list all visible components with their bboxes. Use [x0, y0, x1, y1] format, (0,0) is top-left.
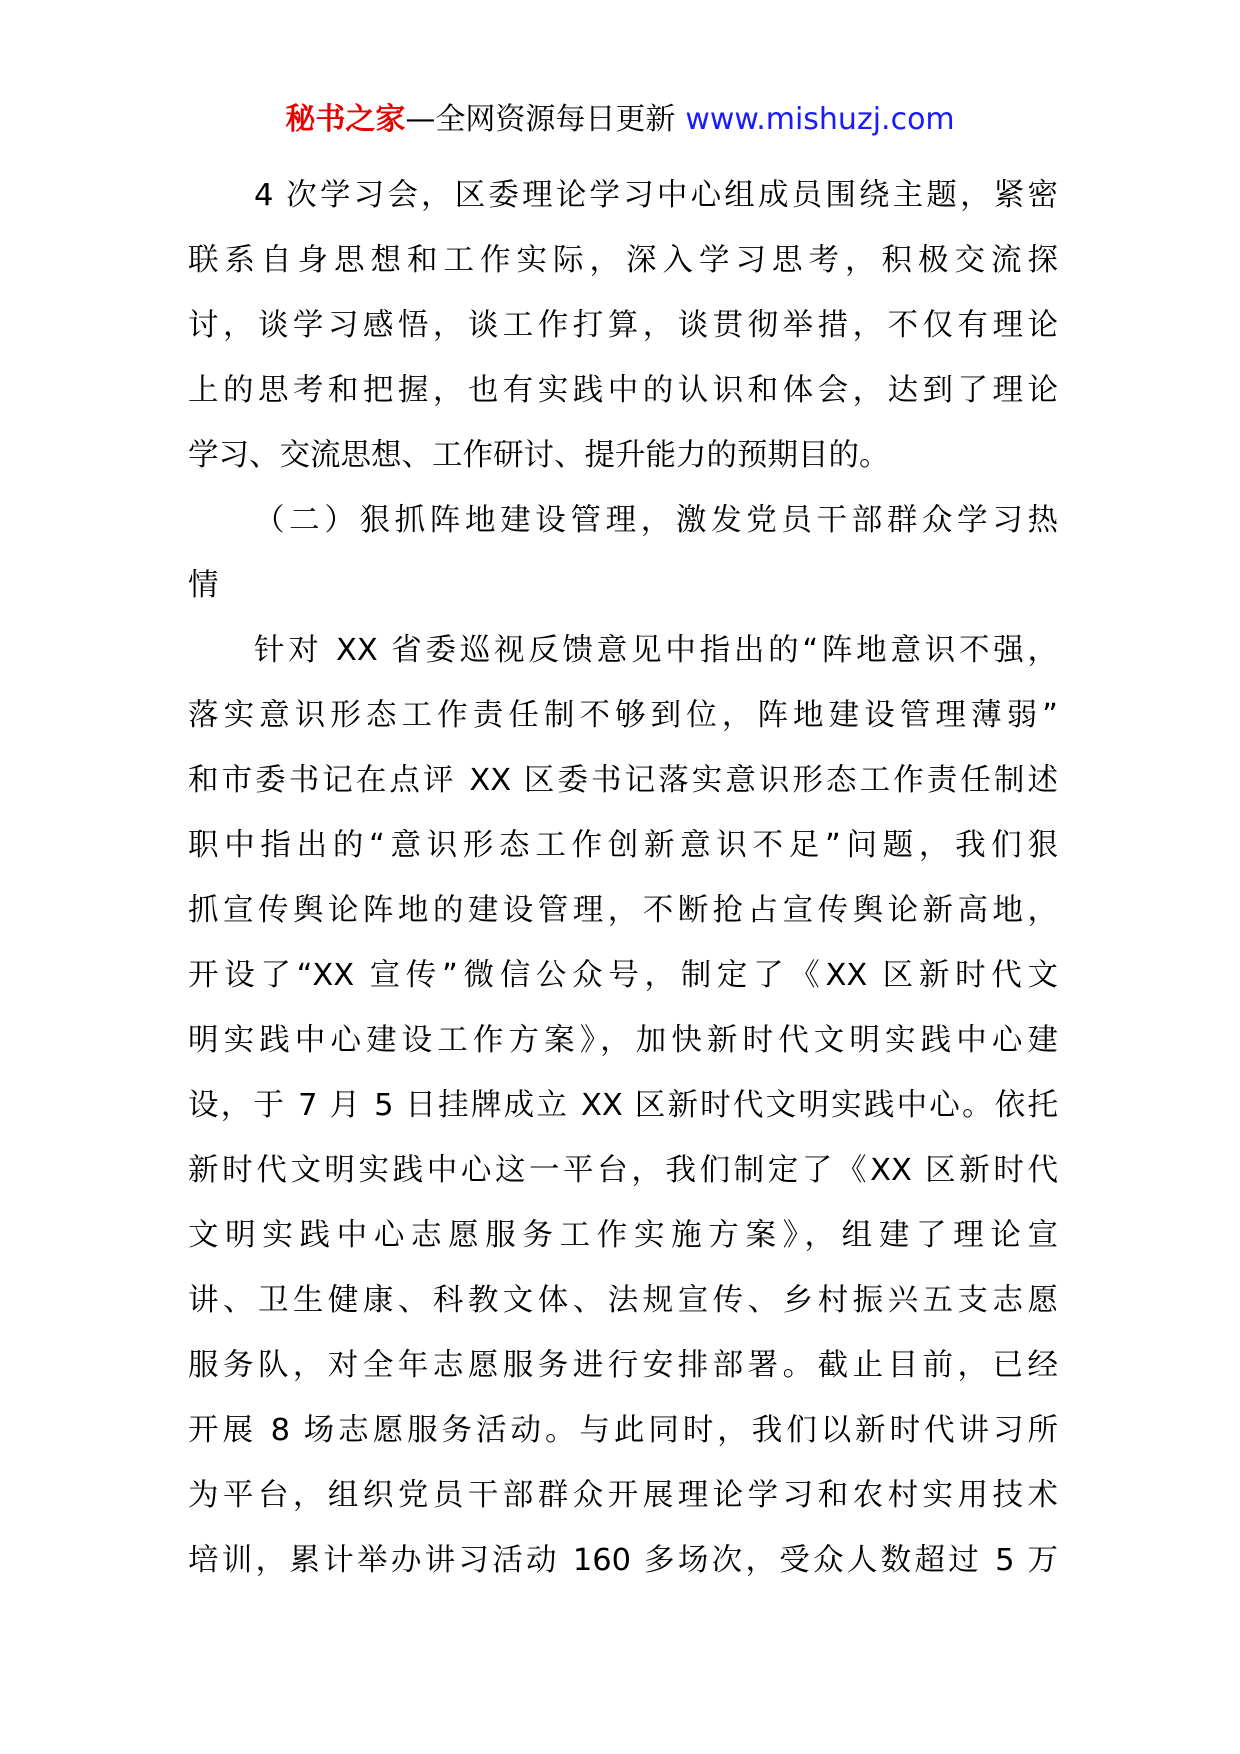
text-line: 为平台，组织党员干部群众开展理论学习和农村实用技术	[188, 1478, 1058, 1513]
text-line: 明实践中心建设工作方案》，加快新时代文明实践中心建	[188, 1023, 1058, 1058]
document-body	[188, 163, 1058, 1593]
text-line: 设，于 7 月 5 日挂牌成立 XX 区新时代文明实践中心。依托	[188, 1088, 1058, 1123]
text-line: 4 次学习会，区委理论学习中心组成员围绕主题，紧密	[254, 178, 1058, 213]
text-line: 落实意识形态工作责任制不够到位，阵地建设管理薄弱”	[188, 698, 1058, 733]
text-line: 文明实践中心志愿服务工作实施方案》，组建了理论宣	[188, 1218, 1058, 1253]
text-line: 讨，谈学习感悟，谈工作打算，谈贯彻举措，不仅有理论	[188, 308, 1058, 343]
page-header	[0, 100, 1240, 140]
section-heading-line: 情	[188, 568, 219, 603]
text-line: 新时代文明实践中心这一平台，我们制定了《XX 区新时代	[188, 1153, 1058, 1188]
text-line: 开展 8 场志愿服务活动。与此同时，我们以新时代讲习所	[188, 1413, 1058, 1448]
text-line: 上的思考和把握，也有实践中的认识和体会，达到了理论	[188, 373, 1058, 408]
text-line: 学习、交流思想、工作研讨、提升能力的预期目的。	[188, 438, 890, 473]
text-line: 抓宣传舆论阵地的建设管理，不断抢占宣传舆论新高地，	[188, 893, 1058, 928]
text-line: 针对 XX 省委巡视反馈意见中指出的“阵地意识不强，	[254, 633, 1058, 668]
section-heading-line: （二）狠抓阵地建设管理，激发党员干部群众学习热	[254, 503, 1058, 538]
text-line: 讲、卫生健康、科教文体、法规宣传、乡村振兴五支志愿	[188, 1283, 1058, 1318]
header-tagline: —全网资源每日更新	[405, 102, 676, 137]
text-line: 和市委书记在点评 XX 区委书记落实意识形态工作责任制述	[188, 763, 1058, 798]
website-link[interactable]: www.mishuzj.com	[685, 102, 955, 137]
text-line: 开设了“XX 宣传”微信公众号，制定了《XX 区新时代文	[188, 958, 1058, 993]
text-line: 联系自身思想和工作实际，深入学习思考，积极交流探	[188, 243, 1058, 278]
text-line: 服务队，对全年志愿服务进行安排部署。截止目前，已经	[188, 1348, 1058, 1383]
text-line: 培训，累计举办讲习活动 160 多场次，受众人数超过 5 万	[188, 1543, 1058, 1578]
brand-name: 秘书之家	[285, 102, 406, 137]
text-line: 职中指出的“意识形态工作创新意识不足”问题，我们狠	[188, 828, 1058, 863]
